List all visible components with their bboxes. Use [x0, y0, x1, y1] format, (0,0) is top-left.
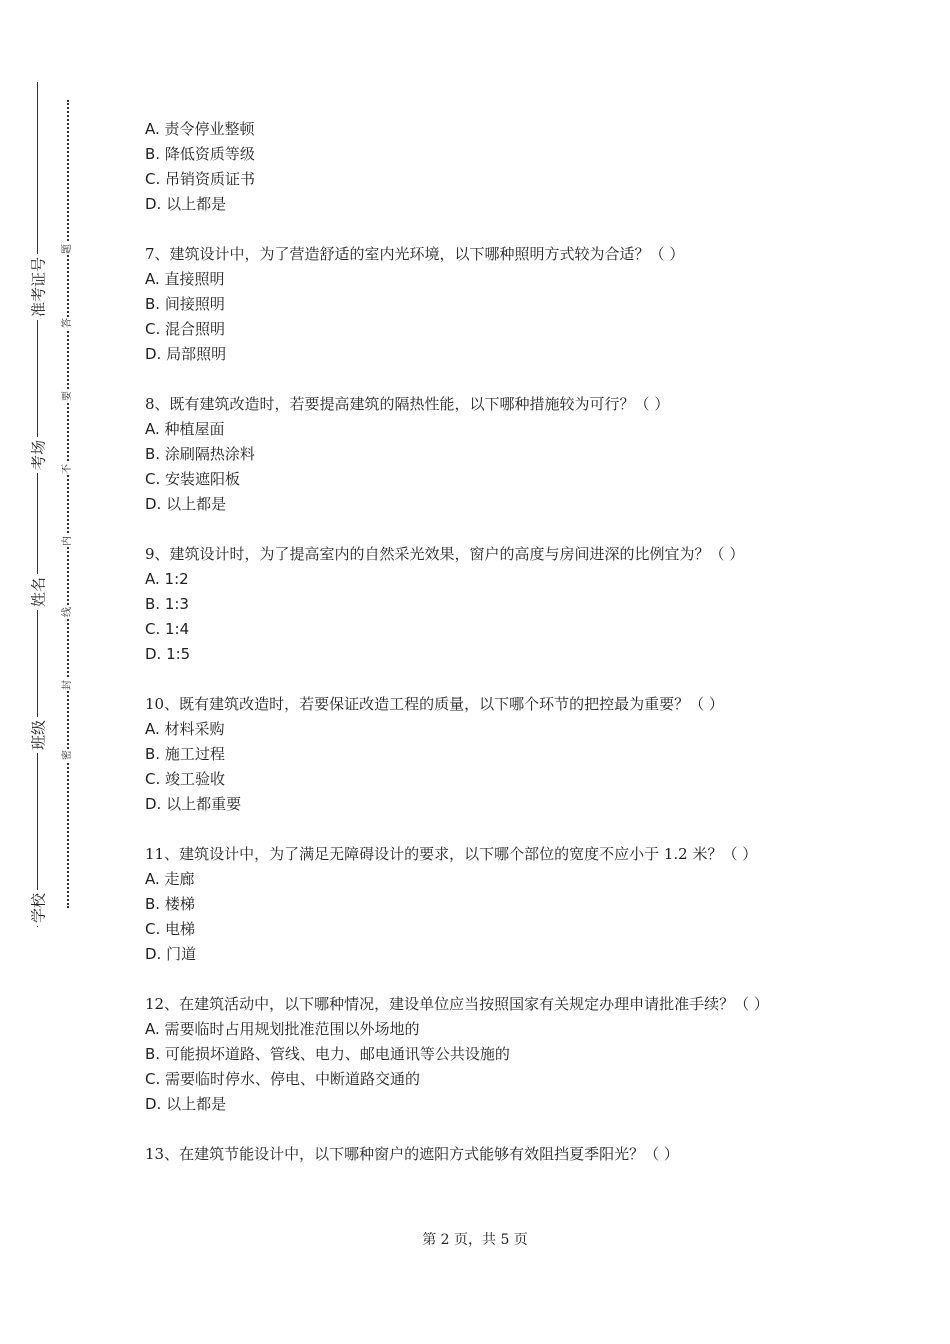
option: C. 电梯 — [145, 920, 196, 938]
option: B. 可能损坏道路、管线、电力、邮电通讯等公共设施的 — [145, 1045, 510, 1063]
option: D. 门道 — [145, 945, 197, 963]
option: B. 1:3 — [145, 595, 189, 613]
option: D. 以上都重要 — [145, 795, 242, 813]
option: C. 1:4 — [145, 620, 190, 638]
seal-char: 密 — [62, 750, 73, 760]
question-stem: 9、建筑设计时，为了提高室内的自然采光效果，窗户的高度与房间进深的比例宜为？（ ） — [145, 545, 745, 563]
seal-char: 封 — [62, 680, 73, 690]
option: B. 楼梯 — [145, 895, 195, 913]
option: A. 直接照明 — [145, 270, 225, 288]
question-stem: 8、既有建筑改造时，若要提高建筑的隔热性能，以下哪种措施较为可行？（ ） — [145, 395, 670, 413]
option: C. 吊销资质证书 — [145, 170, 256, 188]
option: B. 涂刷隔热涂料 — [145, 445, 255, 463]
binding-margin — [0, 0, 120, 1344]
question-7 — [145, 242, 825, 367]
question-9 — [145, 542, 825, 667]
question-stem: 13、在建筑节能设计中，以下哪种窗户的遮阳方式能够有效阻挡夏季阳光？（ ） — [145, 1145, 679, 1163]
option: C. 需要临时停水、停电、中断道路交通的 — [145, 1070, 421, 1088]
question-12 — [145, 992, 825, 1117]
question-13 — [145, 1142, 825, 1167]
option: A. 走廊 — [145, 870, 195, 888]
option: C. 混合照明 — [145, 320, 226, 338]
field-school-label: 学校 — [28, 890, 49, 926]
option: B. 施工过程 — [145, 745, 225, 763]
question-stem: 7、建筑设计中，为了营造舒适的室内光环境，以下哪种照明方式较为合适？（ ） — [145, 245, 685, 263]
field-name — [18, 552, 58, 632]
option: C. 竣工验收 — [145, 770, 226, 788]
page-footer: 第 2 页，共 5 页 — [422, 1232, 528, 1248]
option: D. 1:5 — [145, 645, 191, 663]
question-stem: 10、既有建筑改造时，若要保证改造工程的质量，以下哪个环节的把控最为重要？（ ） — [145, 695, 724, 713]
question-10 — [145, 692, 825, 817]
option: A. 种植屋面 — [145, 420, 225, 438]
exam-content — [145, 117, 825, 1167]
question-stem: 12、在建筑活动中，以下哪种情况，建设单位应当按照国家有关规定办理申请批准手续？（ ） — [145, 995, 769, 1013]
seal-dotted-line — [67, 100, 69, 908]
option: B. 降低资质等级 — [145, 145, 255, 163]
field-exam-room-label: 考场 — [28, 437, 49, 473]
option: D. 以上都是 — [145, 495, 227, 513]
field-exam-number-label: 准考证号 — [28, 254, 49, 320]
continued-options — [145, 117, 825, 217]
seal-char: 要 — [62, 391, 73, 401]
field-class — [18, 695, 58, 775]
option: D. 以上都是 — [145, 1095, 227, 1113]
seal-char: 线 — [62, 607, 73, 617]
seal-char: 内 — [62, 536, 73, 546]
seal-char: 不 — [62, 464, 73, 474]
option: C. 安装遮阳板 — [145, 470, 241, 488]
binding-solid-line — [37, 82, 38, 927]
option: A. 材料采购 — [145, 720, 225, 738]
field-class-label: 班级 — [28, 717, 49, 753]
field-name-label: 姓名 — [28, 574, 49, 610]
field-school — [18, 868, 58, 948]
option: D. 局部照明 — [145, 345, 227, 363]
option: A. 责令停业整顿 — [145, 120, 255, 138]
seal-char: 答 — [62, 318, 73, 328]
option: D. 以上都是 — [145, 195, 227, 213]
question-11 — [145, 842, 825, 967]
seal-char: 题 — [62, 244, 73, 254]
question-8 — [145, 392, 825, 517]
field-exam-number — [18, 247, 58, 327]
option: A. 需要临时占用规划批准范围以外场地的 — [145, 1020, 420, 1038]
question-stem: 11、建筑设计中，为了满足无障碍设计的要求，以下哪个部位的宽度不应小于 1.2 米？（ ） — [145, 845, 758, 863]
field-exam-room — [18, 415, 58, 495]
option: B. 间接照明 — [145, 295, 225, 313]
option: A. 1:2 — [145, 570, 189, 588]
